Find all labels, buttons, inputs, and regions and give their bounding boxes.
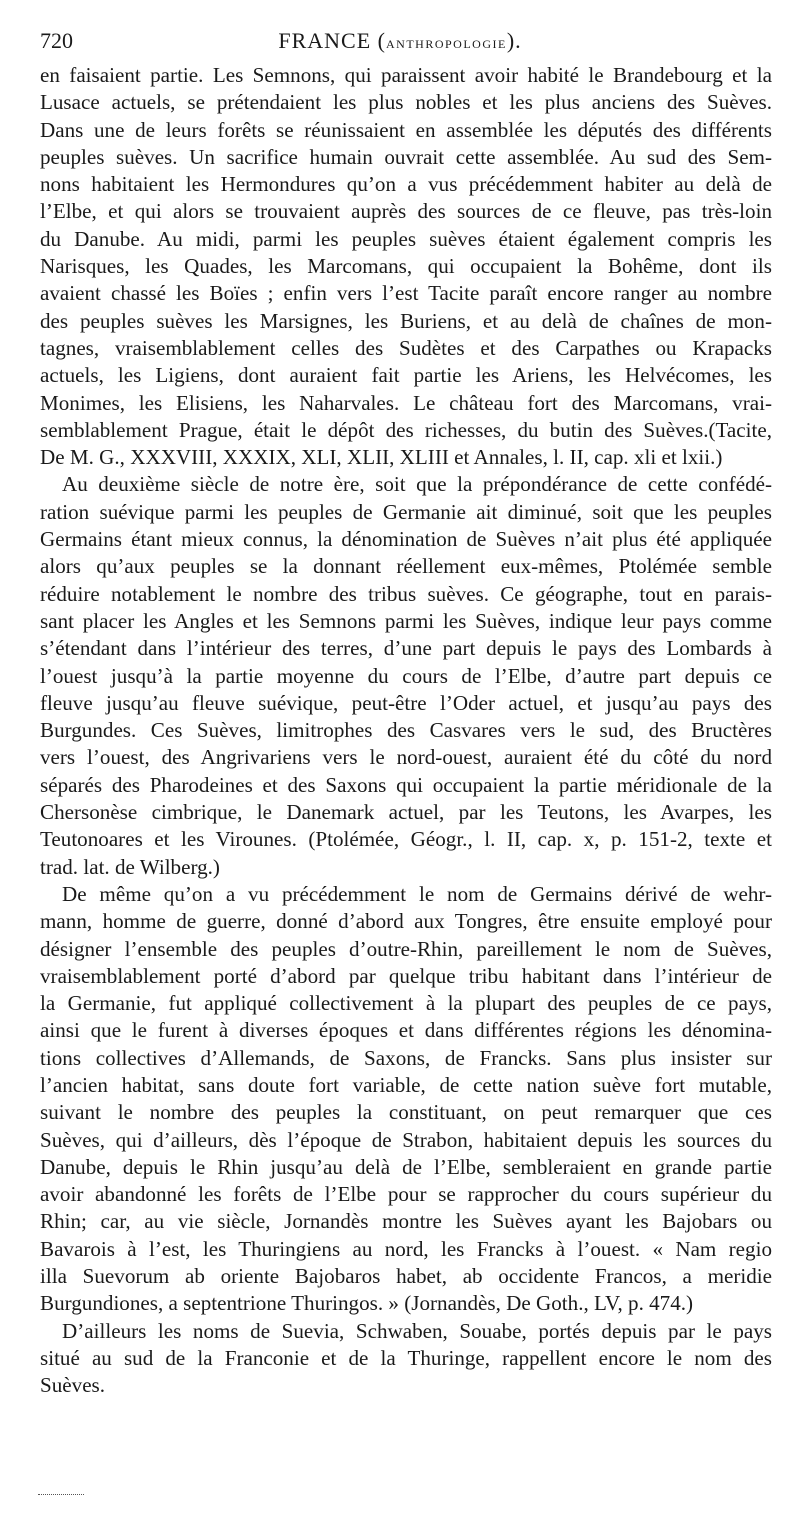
text-line: Rhin; car, au vie siècle, Jornandès montre les Suèves ayant les Bajobars ou: [40, 1209, 772, 1234]
running-head-subtitle: anthropologie: [385, 33, 507, 52]
text-line: Burgundes. Ces Suèves, limitrophes des Casvares vers le sud, des Bructères: [40, 718, 772, 743]
text-line: avaient chassé les Boïes ; enfin vers l’est Tacite paraît encore ranger au nombre: [40, 281, 772, 306]
text-line: ration suévique parmi les peuples de Germanie ait diminué, soit que les peuples: [40, 499, 772, 524]
text-line: Monimes, les Elisiens, les Naharvales. Le château fort des Marcomans, vrai-: [40, 390, 772, 415]
text-line: nons habitaient les Hermondures qu’on a vus précédemment habiter au delà de: [40, 172, 772, 197]
text-line: Lusace actuels, se prétendaient les plus nobles et les plus anciens des Suèves.: [40, 90, 772, 115]
text-line: désigner l’ensemble des peuples d’outre-Rhin, pareillement le nom de Suèves,: [40, 936, 772, 961]
text-line: du Danube. Au midi, parmi les peuples suèves étaient également compris les: [40, 226, 772, 251]
text-line: Burgundiones, a septentrione Thuringos. » (Jornandès, De Goth., LV, p. 474.): [40, 1291, 694, 1316]
text-line: situé au sud de la Franconie et de la Thuringe, rappellent encore le nom des: [40, 1345, 772, 1370]
text-line: fleuve jusqu’au fleuve suévique, peut-être l’Oder actuel, et jusqu’au pays des: [40, 690, 772, 715]
text-line: la Germanie, fut appliqué collectivement à la plupart des peuples de ce pays,: [40, 991, 772, 1016]
text-line: suivant le nombre des peuples la constituant, on peut remarquer que ces: [40, 1100, 772, 1125]
running-head-close: ).: [506, 28, 522, 53]
text-line: trad. lat. de Wilberg.): [40, 854, 220, 879]
text-line: vers l’ouest, des Angrivariens vers le nord-ouest, auraient été du côté du nord: [40, 745, 772, 770]
page-number: 720: [40, 28, 73, 53]
body-text: [40, 62, 772, 1400]
text-line: s’étendant dans l’intérieur des terres, d’une part depuis le pays des Lombards à: [40, 636, 772, 661]
running-head-title: FRANCE (: [278, 28, 386, 53]
text-line: semblablement Prague, était le dépôt des richesses, du butin des Suèves.(Tacite,: [40, 417, 772, 442]
text-line: avoir abandonné les forêts de l’Elbe pour se rapprocher du cours supérieur du: [40, 1182, 772, 1207]
text-line: tagnes, vraisemblablement celles des Sudètes et des Carpathes ou Krapacks: [40, 335, 772, 360]
text-line: peuples suèves. Un sacrifice humain ouvrait cette assemblée. Au sud des Sem-: [40, 144, 772, 169]
text-line: mann, homme de guerre, donné d’abord aux Tongres, être ensuite employé pour: [40, 909, 772, 934]
text-line: Chersonèse cimbrique, le Danemark actuel, par les Teutons, les Avarpes, les: [40, 800, 772, 825]
text-line: illa Suevorum ab oriente Bajobaros habet, ab occidente Francos, a meridie: [40, 1264, 772, 1289]
text-line: réduire notablement le nombre des tribus suèves. Ce géographe, tout en parais-: [40, 581, 772, 606]
footer-dotted-rule: [38, 1494, 84, 1495]
text-line: Narisques, les Quades, les Marcomans, qui occupaient la Bohême, dont ils: [40, 254, 772, 279]
text-line: Suèves.: [40, 1373, 106, 1398]
text-line: vraisemblablement porté d’abord par quelque tribu habitant dans l’intérieur de: [40, 963, 772, 988]
text-line: ainsi que le furent à diverses époques et dans différentes régions les dénomina-: [40, 1018, 772, 1043]
paragraph-start-line: D’ailleurs les noms de Suevia, Schwaben, Souabe, portés depuis par le pays: [62, 1318, 772, 1343]
text-line: Danube, depuis le Rhin jusqu’au delà de l’Elbe, sembleraient en grande partie: [40, 1154, 772, 1179]
paragraph-start-line: Au deuxième siècle de notre ère, soit que la prépondérance de cette confédé-: [62, 472, 772, 497]
text-line: en faisaient partie. Les Semnons, qui paraissent avoir habité le Brandebourg et la: [40, 63, 772, 87]
text-line: alors qu’aux peuples se la donnant réellement eux-mêmes, Ptolémée semble: [40, 554, 772, 579]
text-line: De M. G., XXXVIII, XXXIX, XLI, XLII, XLIII et Annales, l. II, cap. xli et lxii.): [40, 445, 723, 470]
text-line: Teutonoares et les Virounes. (Ptolémée, Géogr., l. II, cap. x, p. 151-2, texte et: [40, 827, 772, 852]
text-line: actuels, les Ligiens, dont auraient fait partie les Ariens, les Helvécomes, les: [40, 363, 772, 388]
text-line: Bavarois à l’est, les Thuringiens au nord, les Francks à l’ouest. « Nam regio: [40, 1236, 772, 1261]
text-line: l’ancien habitat, sans doute fort variable, de cette nation suève fort mutable,: [40, 1072, 772, 1097]
text-line: Dans une de leurs forêts se réunissaient en assemblée les députés des différents: [40, 117, 772, 142]
text-line: des peuples suèves les Marsignes, les Buriens, et au delà de chaînes de mon-: [40, 308, 772, 333]
page-header: [40, 28, 760, 58]
text-line: séparés des Pharodeines et des Saxons qui occupaient la partie méridionale de la: [40, 772, 772, 797]
paragraph-start-line: De même qu’on a vu précédemment le nom de Germains dérivé de wehr-: [62, 881, 772, 906]
running-head: [40, 28, 760, 54]
text-line: sant placer les Angles et les Semnons parmi les Suèves, indique leur pays comme: [40, 608, 772, 633]
text-line: tions collectives d’Allemands, de Saxons, de Francks. Sans plus insister sur: [40, 1045, 772, 1070]
text-line: Germains étant mieux connus, la dénomination de Suèves n’ait plus été appliquée: [40, 527, 772, 552]
text-line: l’Elbe, et qui alors se trouvaient auprès des sources de ce fleuve, pas très-loin: [40, 199, 772, 224]
text-line: l’ouest jusqu’à la partie moyenne du cours de l’Elbe, d’autre part depuis ce: [40, 663, 772, 688]
text-line: Suèves, qui d’ailleurs, dès l’époque de Strabon, habitaient depuis les sources du: [40, 1127, 772, 1152]
